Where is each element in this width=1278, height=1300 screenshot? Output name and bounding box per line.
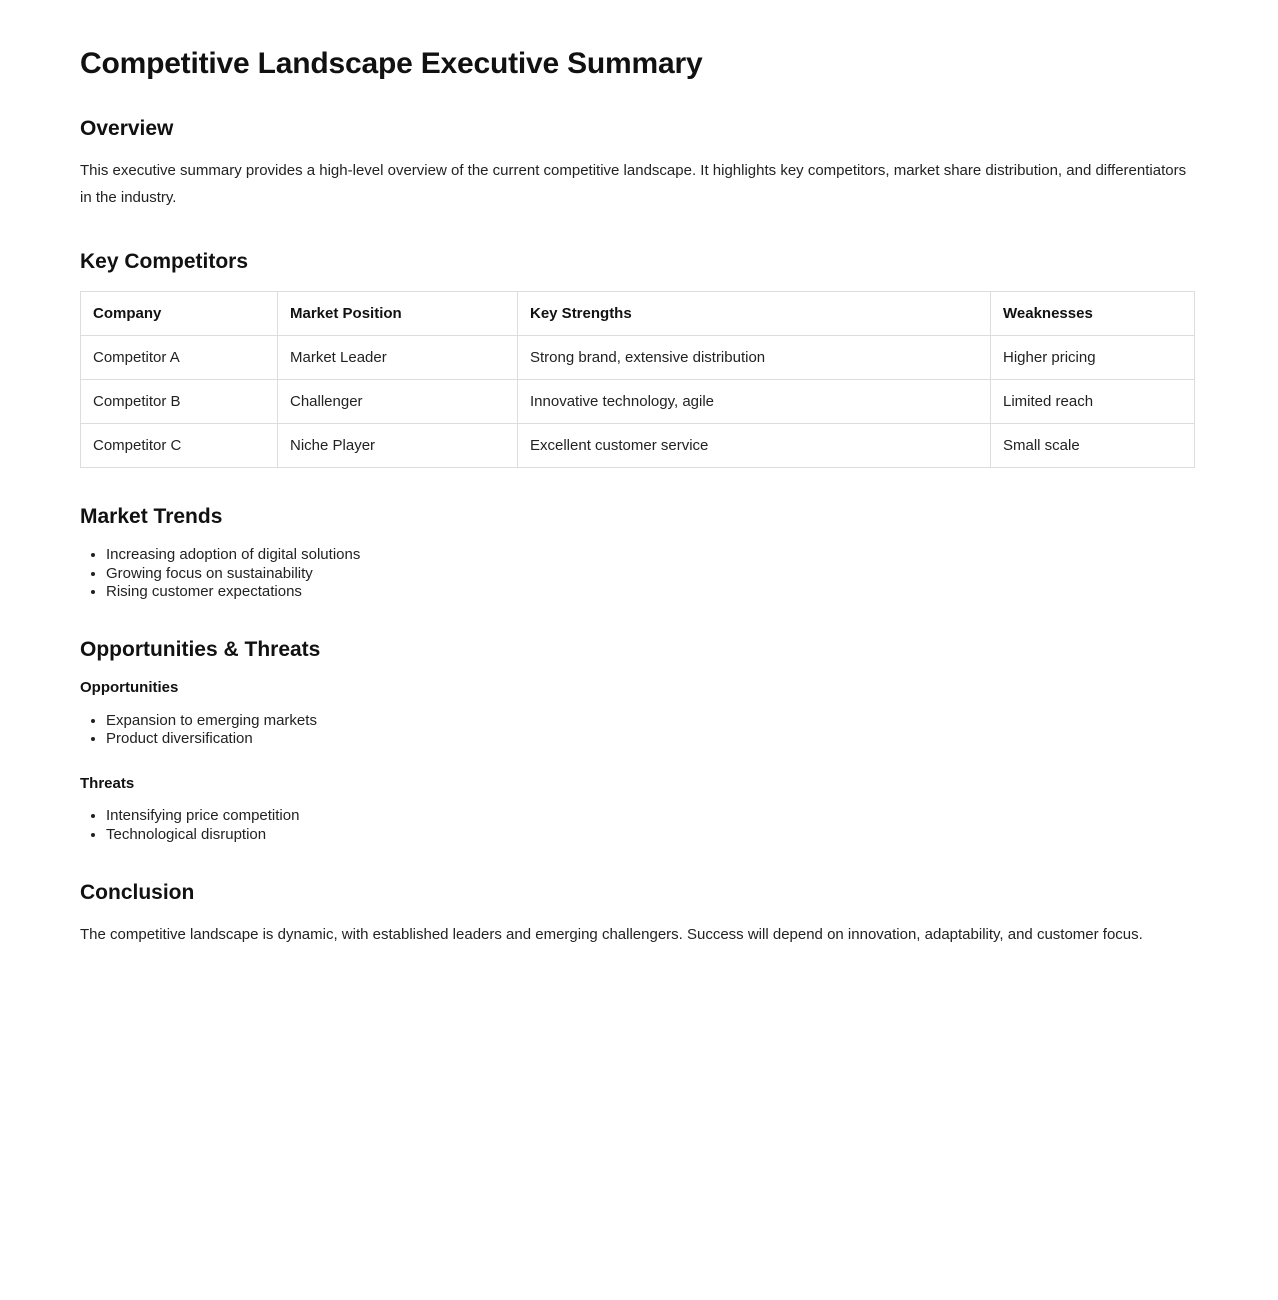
- cell-market-position: Challenger: [278, 380, 518, 424]
- list-item: • Growing focus on sustainability: [106, 565, 1198, 583]
- cell-company: Competitor B: [81, 380, 278, 424]
- opportunities-heading: Opportunities: [80, 679, 179, 697]
- column-header-weaknesses: Weaknesses: [991, 292, 1195, 336]
- cell-weaknesses: Limited reach: [991, 380, 1195, 424]
- table-row: [81, 424, 1195, 468]
- table-row: [81, 380, 1195, 424]
- section-overview: [80, 116, 1198, 211]
- cell-company: Competitor A: [81, 336, 278, 380]
- section-conclusion: [80, 880, 1198, 949]
- competitors-table: [80, 291, 1195, 468]
- cell-key-strengths: Strong brand, extensive distribution: [518, 336, 991, 380]
- list-item: • Expansion to emerging markets: [106, 712, 1198, 730]
- cell-key-strengths: Innovative technology, agile: [518, 380, 991, 424]
- section-market-trends: [80, 504, 1198, 601]
- list-item: • Technological disruption: [106, 826, 1198, 844]
- column-header-market-position: Market Position: [278, 292, 518, 336]
- cell-market-position: Market Leader: [278, 336, 518, 380]
- key-competitors-heading: Key Competitors: [80, 249, 249, 273]
- opportunities-list: [80, 712, 1198, 749]
- list-item: • Intensifying price competition: [106, 807, 1198, 825]
- table-header-row: [81, 292, 1195, 336]
- list-item: • Product diversification: [106, 730, 1198, 748]
- threats-group: [80, 775, 1198, 844]
- threats-heading: Threats: [80, 774, 135, 792]
- overview-heading: Overview: [80, 117, 174, 140]
- market-trends-list: [80, 546, 1198, 601]
- conclusion-paragraph: The competitive landscape is dynamic, with established leaders and emerging challengers. Success will depend on innovation, adaptability, and customer focus.: [80, 926, 1143, 944]
- threats-list: [80, 807, 1198, 844]
- market-trends-heading: Market Trends: [80, 505, 223, 528]
- overview-paragraph: This executive summary provides a high-level overview of the current competitive landscape. It highlights key competitors, market share distribution, and differentiators in the industry.: [80, 162, 1187, 206]
- list-item: • Rising customer expectations: [106, 583, 1198, 601]
- cell-weaknesses: Higher pricing: [991, 336, 1195, 380]
- column-header-key-strengths: Key Strengths: [518, 292, 991, 336]
- table-row: [81, 336, 1195, 380]
- page-title: Competitive Landscape Executive Summary: [80, 47, 703, 80]
- cell-key-strengths: Excellent customer service: [518, 424, 991, 468]
- cell-weaknesses: Small scale: [991, 424, 1195, 468]
- opportunities-group: [80, 679, 1198, 748]
- opportunities-threats-heading: Opportunities & Threats: [80, 638, 321, 662]
- cell-company: Competitor C: [81, 424, 278, 468]
- section-opportunities-threats: [80, 637, 1198, 844]
- list-item: • Increasing adoption of digital solutions: [106, 546, 1198, 564]
- section-key-competitors: [80, 249, 1198, 468]
- conclusion-heading: Conclusion: [80, 881, 195, 905]
- cell-market-position: Niche Player: [278, 424, 518, 468]
- column-header-company: Company: [81, 292, 278, 336]
